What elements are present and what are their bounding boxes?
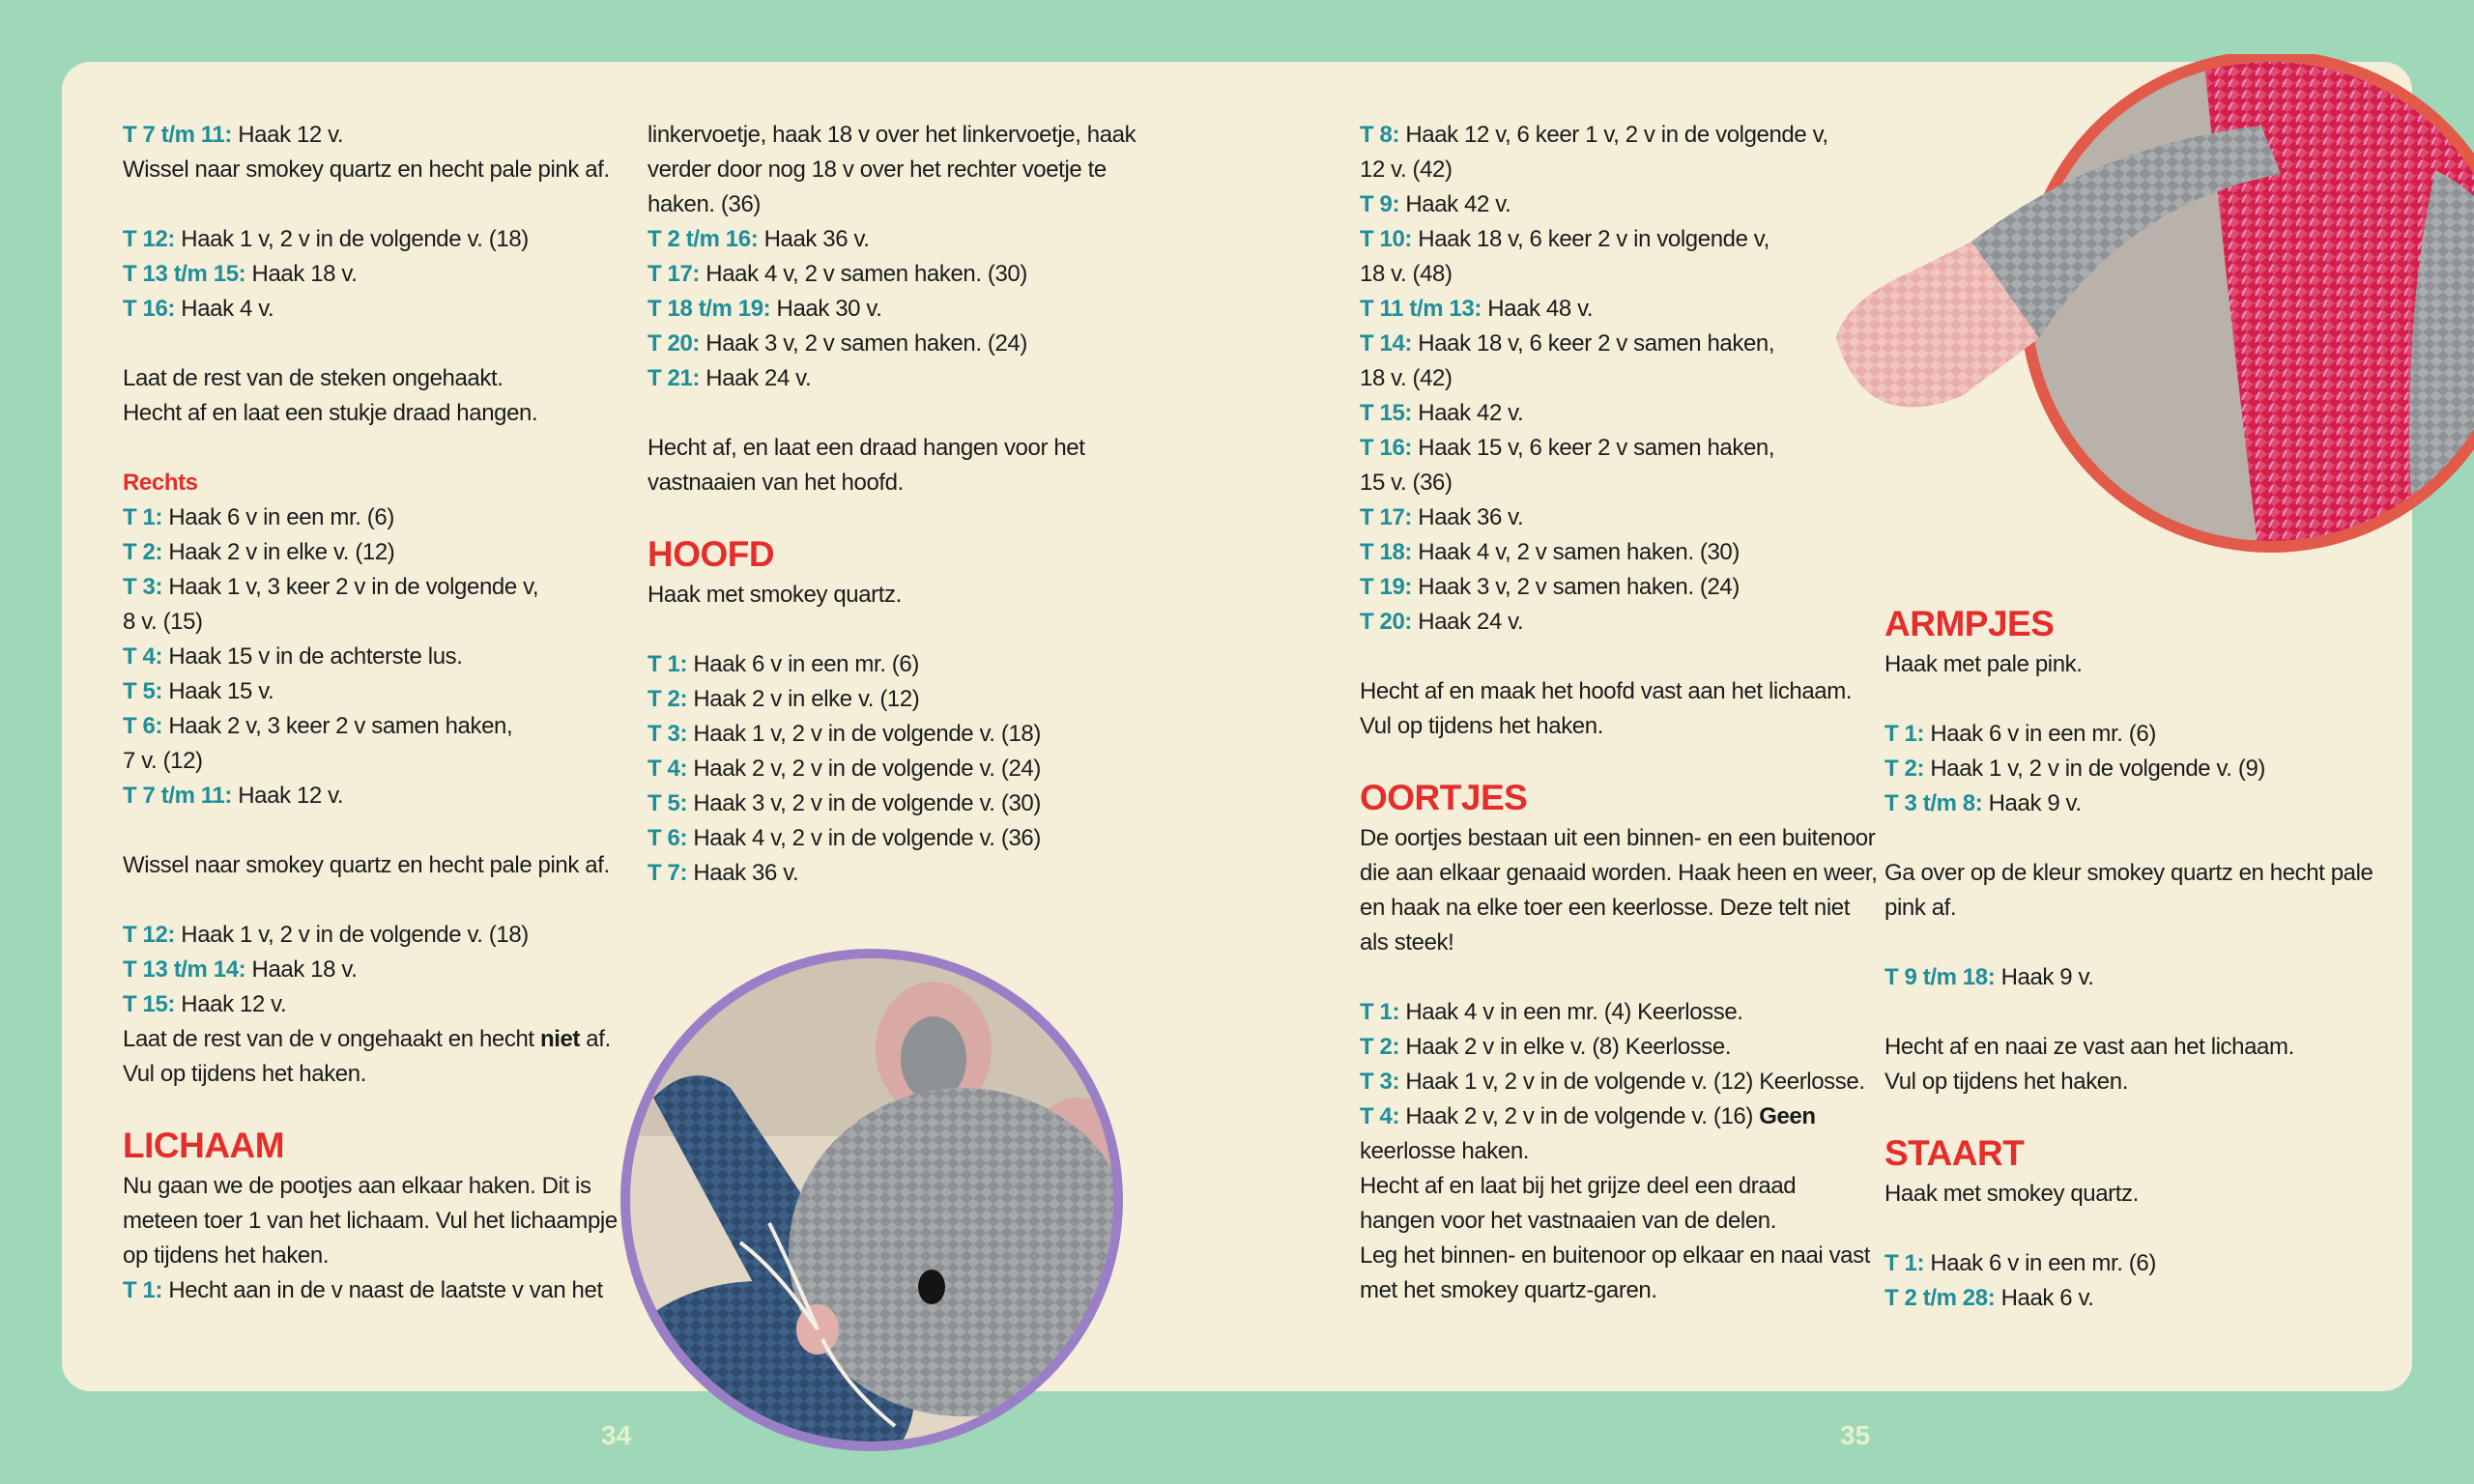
instruction-text: meteen toer 1 van het lichaam. Vul het lichaampje [123,1208,618,1234]
instruction-text: op tijdens het haken. [123,1242,330,1269]
instruction-text: De oortjes bestaan uit een binnen- en een buitenoor [1360,825,1876,851]
round-line: T 7 t/m 11: Haak 12 v. [123,122,344,148]
instruction-text: linkervoetje, haak 18 v over het linkervoetje, haak [647,122,1136,148]
round-line-cont: 18 v. (42) [1360,365,1453,391]
round-line: T 7 t/m 11: Haak 12 v. [123,783,344,809]
instruction-text: en haak na elke toer een keerlosse. Deze telt niet [1360,895,1850,921]
round-line: T 1: Haak 6 v in een mr. (6) [1884,721,2156,747]
round-line: T 4: Haak 2 v, 2 v in de volgende v. (24) [647,756,1041,782]
heading-staart: STAART [1884,1133,2025,1173]
round-line: T 7: Haak 36 v. [647,860,799,886]
round-line: T 9 t/m 18: Haak 9 v. [1884,964,2094,990]
instruction-text: Hecht af en laat een stukje draad hangen. [123,400,538,426]
heading-lichaam: LICHAAM [123,1126,285,1165]
round-line: T 5: Haak 15 v. [123,678,274,704]
instruction-text: Wissel naar smokey quartz en hecht pale pink af. [123,852,610,878]
instruction-text: Vul op tijdens het haken. [123,1061,366,1087]
round-line: T 16: Haak 4 v. [123,296,274,322]
instruction-text: Hecht af, en laat een draad hangen voor het [647,435,1085,461]
round-line: T 13 t/m 14: Haak 18 v. [123,956,358,983]
instruction-text: Haak met pale pink. [1884,651,2083,677]
instruction-text: Haak met smokey quartz. [647,582,902,608]
round-line: T 4: Haak 2 v, 2 v in de volgende v. (16) Geen [1360,1103,1816,1129]
round-line: T 19: Haak 3 v, 2 v samen haken. (24) [1360,574,1740,600]
round-line: T 11 t/m 13: Haak 48 v. [1360,296,1594,322]
instruction-text: vastnaaien van het hoofd. [647,470,904,496]
round-line: T 8: Haak 12 v, 6 keer 1 v, 2 v in de volgende v, [1360,122,1828,148]
round-line-cont: 8 v. (15) [123,609,203,635]
column-4 [1884,597,2387,1316]
instruction-text: die aan elkaar genaaid worden. Haak heen en weer, [1360,860,1878,886]
column-3 [1360,118,1878,1308]
round-line: T 2 t/m 28: Haak 6 v. [1884,1285,2094,1311]
heading-oortjes: OORTJES [1360,778,1528,817]
heading-hoofd: HOOFD [647,534,775,574]
instruction-text: haken. (36) [647,191,762,217]
instruction-text: Haak met smokey quartz. [1884,1181,2139,1207]
round-line-cont: keerlosse haken. [1360,1138,1530,1164]
round-line: T 9: Haak 42 v. [1360,191,1511,217]
round-line: T 1: Haak 4 v in een mr. (4) Keerlosse. [1360,999,1743,1025]
round-line: T 14: Haak 18 v, 6 keer 2 v samen haken, [1360,330,1775,357]
round-line: T 2: Haak 1 v, 2 v in de volgende v. (9) [1884,756,2265,782]
round-line: T 15: Haak 42 v. [1360,400,1524,426]
round-line: T 13 t/m 15: Haak 18 v. [123,261,358,287]
instruction-text: met het smokey quartz-garen. [1360,1277,1657,1303]
round-line: T 3: Haak 1 v, 3 keer 2 v in de volgende v, [123,574,539,600]
round-line: T 1: Haak 6 v in een mr. (6) [647,651,919,677]
instruction-text: Laat de rest van de v ongehaakt en hecht niet af. [123,1026,611,1052]
round-line: T 2: Haak 2 v in elke v. (8) Keerlosse. [1360,1034,1732,1060]
round-line: T 2: Haak 2 v in elke v. (12) [647,686,920,712]
instruction-text: Vul op tijdens het haken. [1360,713,1603,739]
round-line: T 6: Haak 2 v, 3 keer 2 v samen haken, [123,713,513,739]
instruction-text: Hecht af en maak het hoofd vast aan het lichaam. [1360,678,1853,704]
column-1 [123,118,625,1308]
instruction-text: Wissel naar smokey quartz en hecht pale pink af. [123,157,610,183]
round-line: T 5: Haak 3 v, 2 v in de volgende v. (30) [647,790,1041,816]
round-line-cont: 7 v. (12) [123,748,203,774]
instruction-text: Laat de rest van de steken ongehaakt. [123,365,503,391]
round-line-cont: 18 v. (48) [1360,261,1453,287]
instruction-text: pink af. [1884,895,1957,921]
round-line: T 17: Haak 36 v. [1360,504,1524,530]
round-line: T 18 t/m 19: Haak 30 v. [647,296,882,322]
instruction-text: Leg het binnen- en buitenoor op elkaar en naai vast [1360,1242,1871,1269]
instruction-text: verder door nog 18 v over het rechter voetje te [647,157,1107,183]
instruction-text: Hecht af en naai ze vast aan het lichaam. [1884,1034,2294,1060]
round-line: T 12: Haak 1 v, 2 v in de volgende v. (18) [123,922,529,948]
round-line: T 3: Haak 1 v, 2 v in de volgende v. (12) Keerlosse. [1360,1069,1865,1095]
round-line: T 2: Haak 2 v in elke v. (12) [123,539,395,565]
round-line: T 18: Haak 4 v, 2 v samen haken. (30) [1360,539,1740,565]
heading-armpjes: ARMPJES [1884,604,2055,643]
mouse-head-photo [615,943,1129,1457]
round-line: T 1: Hecht aan in de v naast de laatste v van het [123,1277,603,1303]
instruction-text: Vul op tijdens het haken. [1884,1069,2128,1095]
round-line-cont: 15 v. (36) [1360,470,1453,496]
instruction-text: als steek! [1360,929,1454,956]
page-number-left: 34 [601,1420,632,1450]
round-line: T 10: Haak 18 v, 6 keer 2 v in volgende v, [1360,226,1769,252]
round-line: T 1: Haak 6 v in een mr. (6) [123,504,394,530]
column-2 [647,118,1150,891]
round-line: T 2 t/m 16: Haak 36 v. [647,226,870,252]
round-line: T 3: Haak 1 v, 2 v in de volgende v. (18) [647,721,1041,747]
page-number-right: 35 [1840,1420,1871,1450]
round-line: T 20: Haak 3 v, 2 v samen haken. (24) [647,330,1027,357]
round-line: T 6: Haak 4 v, 2 v in de volgende v. (36) [647,825,1041,851]
round-line: T 1: Haak 6 v in een mr. (6) [1884,1250,2156,1276]
round-line: T 17: Haak 4 v, 2 v samen haken. (30) [647,261,1027,287]
round-line: T 21: Haak 24 v. [647,365,812,391]
instruction-text: Hecht af en laat bij het grijze deel een draad [1360,1173,1797,1199]
round-line: T 16: Haak 15 v, 6 keer 2 v samen haken, [1360,435,1775,461]
round-line: T 20: Haak 24 v. [1360,609,1524,635]
round-line-cont: 12 v. (42) [1360,157,1453,183]
subheading-rechts: Rechts [123,470,198,496]
round-line: T 15: Haak 12 v. [123,991,287,1017]
instruction-text: hangen voor het vastnaaien van de delen. [1360,1208,1777,1234]
instruction-text: Ga over op de kleur smokey quartz en hecht pale [1884,860,2373,886]
round-line: T 4: Haak 15 v in de achterste lus. [123,643,463,670]
round-line: T 12: Haak 1 v, 2 v in de volgende v. (18) [123,226,529,252]
round-line: T 3 t/m 8: Haak 9 v. [1884,790,2082,816]
crochet-arm-image [1807,116,2310,444]
instruction-text: Nu gaan we de pootjes aan elkaar haken. Dit is [123,1173,591,1199]
